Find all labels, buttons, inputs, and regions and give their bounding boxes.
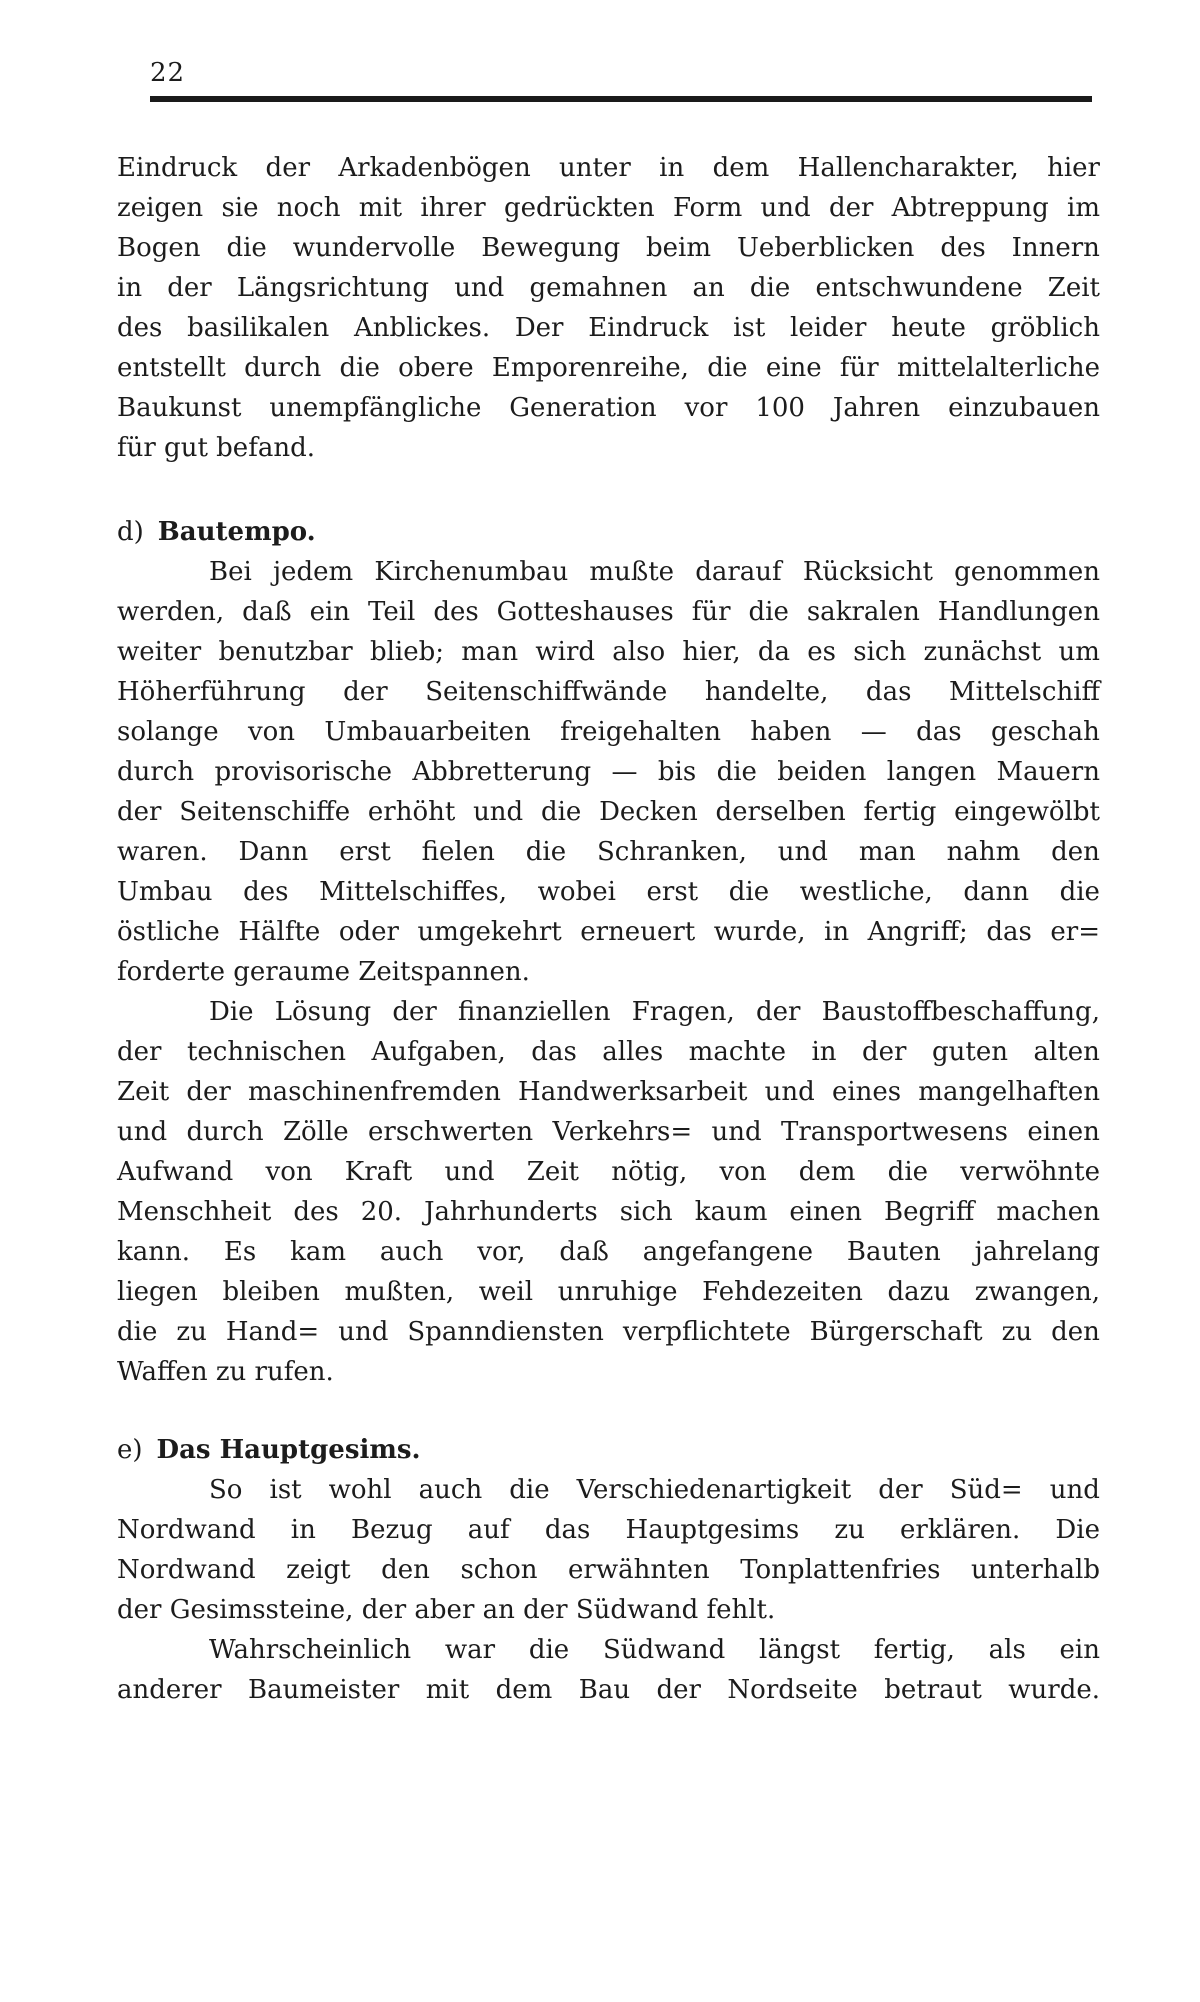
- page-number: 22: [150, 58, 186, 88]
- text-line: Die Lösung der finanziellen Fragen, der Baustoffbeschaffung,: [209, 997, 1100, 1027]
- text-line: in der Längsrichtung und gemahnen an die entschwundene Zeit: [117, 273, 1100, 303]
- text-line: Aufwand von Kraft und Zeit nötig, von dem die verwöhnte: [117, 1157, 1100, 1187]
- text-line: werden, daß ein Teil des Gotteshauses für die sakralen Handlungen: [117, 597, 1100, 627]
- text-line: Umbau des Mittelschiffes, wobei erst die westliche, dann die: [117, 877, 1100, 907]
- body-text: [117, 148, 1100, 1710]
- text-line: und durch Zölle erschwerten Verkehrs= und Transportwesens einen: [117, 1117, 1100, 1147]
- section-label: e): [117, 1435, 143, 1465]
- text-line: kann. Es kam auch vor, daß angefangene Bauten jahrelang: [117, 1237, 1100, 1267]
- text-line: waren. Dann erst fielen die Schranken, und man nahm den: [117, 837, 1100, 867]
- text-line: Nordwand in Bezug auf das Hauptgesims zu erklären. Die: [117, 1515, 1100, 1545]
- text-line: zeigen sie noch mit ihrer gedrückten Form und der Abtreppung im: [117, 193, 1100, 223]
- section-heading-d: [117, 512, 1100, 552]
- text-line: der Gesimssteine, der aber an der Südwand fehlt.: [117, 1595, 776, 1625]
- text-line: weiter benutzbar blieb; man wird also hier, da es sich zunächst um: [117, 637, 1100, 667]
- text-line: Bogen die wundervolle Bewegung beim Ueberblicken des Innern: [117, 233, 1100, 263]
- paragraph: [117, 992, 1100, 1392]
- spacer: [117, 468, 1100, 512]
- section-heading-e: [117, 1430, 1100, 1470]
- text-line: So ist wohl auch die Verschiedenartigkeit der Süd= und: [209, 1475, 1100, 1505]
- text-line: Eindruck der Arkadenbögen unter in dem Hallencharakter, hier: [117, 153, 1100, 183]
- section-title: Das Hauptgesims.: [156, 1435, 421, 1465]
- header-rule: [150, 96, 1092, 102]
- spacer: [117, 1392, 1100, 1430]
- text-line: forderte geraume Zeitspannen.: [117, 957, 530, 987]
- text-line: Bei jedem Kirchenumbau mußte darauf Rücksicht genommen: [209, 557, 1100, 587]
- text-line: die zu Hand= und Spanndiensten verpflichtete Bürgerschaft zu den: [117, 1317, 1100, 1347]
- text-line: östliche Hälfte oder umgekehrt erneuert wurde, in Angriff; das er=: [117, 917, 1100, 947]
- text-line: entstellt durch die obere Emporenreihe, die eine für mittelalterliche: [117, 353, 1100, 383]
- section-label: d): [117, 517, 144, 547]
- text-line: solange von Umbauarbeiten freigehalten haben — das geschah: [117, 717, 1100, 747]
- text-line: Menschheit des 20. Jahrhunderts sich kaum einen Begriff machen: [117, 1197, 1100, 1227]
- paragraph: [117, 552, 1100, 992]
- section-title: Bautempo.: [157, 517, 316, 547]
- text-line: Zeit der maschinenfremden Handwerksarbeit und eines mangelhaften: [117, 1077, 1100, 1107]
- text-line: Waffen zu rufen.: [117, 1357, 334, 1387]
- text-line: für gut befand.: [117, 433, 315, 463]
- text-line: anderer Baumeister mit dem Bau der Nordseite betraut wurde.: [117, 1675, 1100, 1705]
- text-line: durch provisorische Abbretterung — bis die beiden langen Mauern: [117, 757, 1100, 787]
- text-line: des basilikalen Anblickes. Der Eindruck ist leider heute gröblich: [117, 313, 1100, 343]
- text-line: der Seitenschiffe erhöht und die Decken derselben fertig eingewölbt: [117, 797, 1100, 827]
- text-line: Baukunst unempfängliche Generation vor 100 Jahren einzubauen: [117, 393, 1100, 423]
- text-line: liegen bleiben mußten, weil unruhige Fehdezeiten dazu zwangen,: [117, 1277, 1100, 1307]
- paragraph: [117, 148, 1100, 468]
- paragraph: [117, 1630, 1100, 1710]
- text-line: Nordwand zeigt den schon erwähnten Tonplattenfries unterhalb: [117, 1555, 1100, 1585]
- text-line: Höherführung der Seitenschiffwände handelte, das Mittelschiff: [117, 677, 1100, 707]
- text-line: Wahrscheinlich war die Südwand längst fertig, als ein: [209, 1635, 1100, 1665]
- paragraph: [117, 1470, 1100, 1630]
- text-line: der technischen Aufgaben, das alles machte in der guten alten: [117, 1037, 1100, 1067]
